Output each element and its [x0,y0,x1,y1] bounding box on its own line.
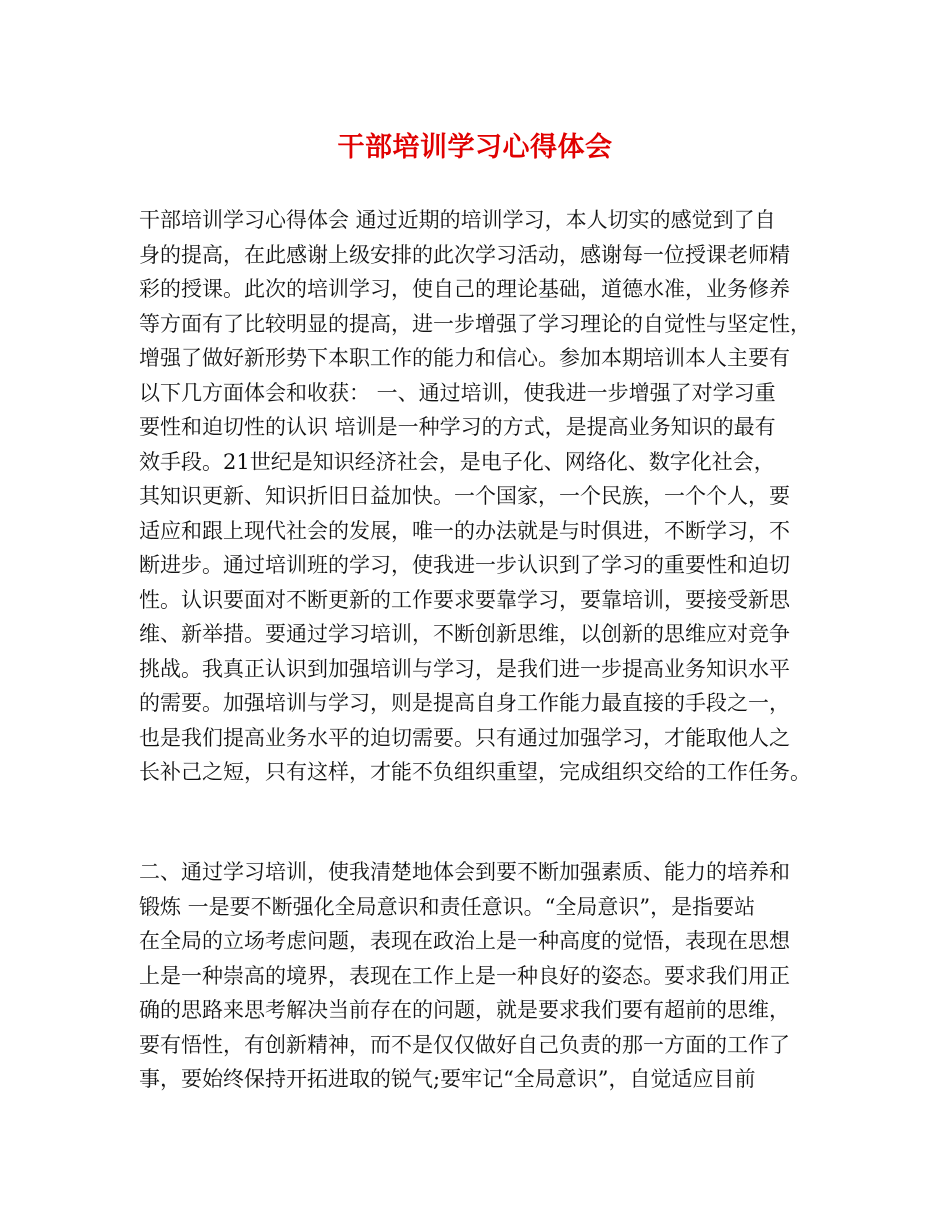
paragraph-line: 挑战。我真正认识到加强培训与学习，是我们进一步提高业务知识水平 [139,656,790,681]
paragraph-line: 效手段。21世纪是知识经济社会，是电子化、网络化、数字化社会， [139,449,775,474]
paragraph-line: 增强了做好新形势下本职工作的能力和信心。参加本期培训本人主要有 [139,346,790,370]
paragraph-line: 确的思路来思考解决当前存在的问题，就是要求我们要有超前的思维， [139,998,790,1022]
paragraph-line: 要有悟性，有创新精神，而不是仅仅做好自己负责的那一方面的工作了 [139,1032,790,1057]
paragraph-line: 适应和跟上现代社会的发展，唯一的办法就是与时俱进，不断学习，不 [139,518,790,543]
paragraph-line: 其知识更新、知识折旧日益加快。一个国家，一个民族，一个个人，要 [139,484,790,508]
paragraph-line: 干部培训学习心得体会 通过近期的培训学习，本人切实的感觉到了自 [139,208,776,232]
paragraph-1 [139,203,829,790]
paragraph-line: 身的提高，在此感谢上级安排的此次学习活动，感谢每一位授课老师精 [139,242,790,267]
paragraph-line: 维、新举措。要通过学习培训，不断创新思维，以创新的思维应对竞争 [139,622,790,646]
paragraph-2 [139,855,829,1097]
paragraph-line: 要性和迫切性的认识 培训是一种学习的方式，是提高业务知识的最有 [139,415,776,439]
paragraph-line: 等方面有了比较明显的提高，进一步增强了学习理论的自觉性与坚定性， [139,311,811,336]
paragraph-line: 在全局的立场考虑问题，表现在政治上是一种高度的觉悟，表现在思想 [139,929,790,953]
paragraph-line: 以下几方面体会和收获： 一、通过培训，使我进一步增强了对学习重 [139,380,776,405]
document-title: 干部培训学习心得体会 [337,132,613,163]
paragraph-line: 上是一种崇高的境界，表现在工作上是一种良好的姿态。要求我们用正 [139,963,790,988]
paragraph-line: 断进步。通过培训班的学习，使我进一步认识到了学习的重要性和迫切 [139,553,790,577]
paragraph-line: 的需要。加强培训与学习，则是提高自身工作能力最直接的手段之一， [139,691,790,715]
paragraph-line: 事，要始终保持开拓进取的锐气;要牢记“全局意识”，自觉适应目前 [139,1067,756,1091]
paragraph-line: 彩的授课。此次的培训学习，使自己的理论基础，道德水准，业务修养 [139,277,790,301]
paragraph-line: 也是我们提高业务水平的迫切需要。只有通过加强学习，才能取他人之 [139,725,790,750]
paragraph-line: 二、通过学习培训，使我清楚地体会到要不断加强素质、能力的培养和 [139,860,790,884]
paragraph-line: 锻炼 一是要不断强化全局意识和责任意识。“全局意识”，是指要站 [139,894,756,919]
paragraph-line: 长补己之短，只有这样，才能不负组织重望，完成组织交给的工作任务。 [139,760,811,784]
paragraph-line: 性。认识要面对不断更新的工作要求要靠学习，要靠培训，要接受新思 [139,587,790,612]
